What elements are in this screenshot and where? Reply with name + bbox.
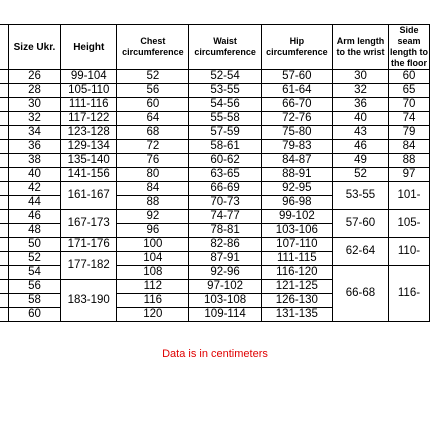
blank-cell: [0, 168, 8, 182]
table-row: [0, 154, 430, 168]
hip-cell: 121-125: [261, 280, 332, 294]
blank-cell: [0, 308, 8, 322]
height-cell: 135-140: [61, 154, 117, 168]
header-arm: Arm length to the wrist: [333, 25, 389, 70]
header-waist: Waist circumference: [189, 25, 261, 70]
blank-cell: [0, 126, 8, 140]
chest-cell: 84: [117, 182, 189, 196]
chest-cell: 88: [117, 196, 189, 210]
blank-cell: [0, 238, 8, 252]
table-row: [0, 238, 430, 252]
size-cell: 26: [8, 70, 61, 84]
blank-cell: [0, 266, 8, 280]
height-cell: 171-176: [61, 238, 117, 252]
size-cell: 38: [8, 154, 61, 168]
size-cell: 48: [8, 224, 61, 238]
waist-cell: 82-86: [189, 238, 261, 252]
side-cell: 88: [388, 154, 429, 168]
hip-cell: 84-87: [261, 154, 332, 168]
chest-cell: 120: [117, 308, 189, 322]
size-cell: 54: [8, 266, 61, 280]
arm-cell: 46: [333, 140, 389, 154]
arm-cell: 36: [333, 98, 389, 112]
arm-cell: 43: [333, 126, 389, 140]
table-row: [0, 210, 430, 224]
size-chart: [0, 24, 430, 322]
size-cell: 52: [8, 252, 61, 266]
hip-cell: 61-64: [261, 84, 332, 98]
blank-cell: [0, 70, 8, 84]
table-row: [0, 168, 430, 182]
size-cell: 56: [8, 280, 61, 294]
size-cell: 34: [8, 126, 61, 140]
size-cell: 40: [8, 168, 61, 182]
blank-cell: [0, 154, 8, 168]
chest-cell: 96: [117, 224, 189, 238]
blank-cell: [0, 84, 8, 98]
header-blank: [0, 25, 8, 70]
height-cell: 129-134: [61, 140, 117, 154]
chest-cell: 68: [117, 126, 189, 140]
chest-cell: 76: [117, 154, 189, 168]
hip-cell: 96-98: [261, 196, 332, 210]
chest-cell: 92: [117, 210, 189, 224]
blank-cell: [0, 252, 8, 266]
height-cell: 111-116: [61, 98, 117, 112]
waist-cell: 97-102: [189, 280, 261, 294]
blank-cell: [0, 140, 8, 154]
hip-cell: 79-83: [261, 140, 332, 154]
chest-cell: 116: [117, 294, 189, 308]
height-cell: 167-173: [61, 210, 117, 238]
hip-cell: 126-130: [261, 294, 332, 308]
height-cell: 123-128: [61, 126, 117, 140]
size-cell: 30: [8, 98, 61, 112]
blank-cell: [0, 280, 8, 294]
chest-cell: 60: [117, 98, 189, 112]
side-cell: 60: [388, 70, 429, 84]
side-cell: 105-: [388, 210, 429, 238]
arm-cell: 49: [333, 154, 389, 168]
arm-cell: 66-68: [333, 266, 389, 322]
waist-cell: 78-81: [189, 224, 261, 238]
hip-cell: 72-76: [261, 112, 332, 126]
arm-cell: 57-60: [333, 210, 389, 238]
units-note: Data is in centimeters: [162, 348, 268, 360]
side-cell: 116-: [388, 266, 429, 322]
height-cell: 105-110: [61, 84, 117, 98]
arm-cell: 52: [333, 168, 389, 182]
chest-cell: 108: [117, 266, 189, 280]
size-cell: 32: [8, 112, 61, 126]
blank-cell: [0, 182, 8, 196]
table-row: [0, 182, 430, 196]
waist-cell: 87-91: [189, 252, 261, 266]
side-cell: 110-: [388, 238, 429, 266]
size-cell: 36: [8, 140, 61, 154]
chest-cell: 52: [117, 70, 189, 84]
table-row: [0, 126, 430, 140]
height-cell: 183-190: [61, 280, 117, 322]
table-row: [0, 112, 430, 126]
header-row: [0, 25, 430, 70]
waist-cell: 103-108: [189, 294, 261, 308]
table-row: [0, 140, 430, 154]
chest-cell: 112: [117, 280, 189, 294]
hip-cell: 57-60: [261, 70, 332, 84]
hip-cell: 103-106: [261, 224, 332, 238]
waist-cell: 66-69: [189, 182, 261, 196]
hip-cell: 99-102: [261, 210, 332, 224]
table-row: [0, 84, 430, 98]
chest-cell: 80: [117, 168, 189, 182]
blank-cell: [0, 196, 8, 210]
chest-cell: 72: [117, 140, 189, 154]
hip-cell: 88-91: [261, 168, 332, 182]
header-chest: Chest circumference: [117, 25, 189, 70]
side-cell: 101-: [388, 182, 429, 210]
waist-cell: 57-59: [189, 126, 261, 140]
blank-cell: [0, 112, 8, 126]
waist-cell: 63-65: [189, 168, 261, 182]
side-cell: 79: [388, 126, 429, 140]
hip-cell: 66-70: [261, 98, 332, 112]
side-cell: 84: [388, 140, 429, 154]
size-table: [0, 24, 430, 322]
arm-cell: 32: [333, 84, 389, 98]
header-hip: Hip circumference: [261, 25, 332, 70]
hip-cell: 92-95: [261, 182, 332, 196]
side-cell: 65: [388, 84, 429, 98]
chest-cell: 104: [117, 252, 189, 266]
size-cell: 60: [8, 308, 61, 322]
chest-cell: 100: [117, 238, 189, 252]
waist-cell: 92-96: [189, 266, 261, 280]
blank-cell: [0, 224, 8, 238]
waist-cell: 58-61: [189, 140, 261, 154]
blank-cell: [0, 98, 8, 112]
hip-cell: 111-115: [261, 252, 332, 266]
waist-cell: 55-58: [189, 112, 261, 126]
blank-cell: [0, 294, 8, 308]
side-cell: 97: [388, 168, 429, 182]
side-cell: 74: [388, 112, 429, 126]
arm-cell: 40: [333, 112, 389, 126]
side-cell: 70: [388, 98, 429, 112]
height-cell: 161-167: [61, 182, 117, 210]
chest-cell: 56: [117, 84, 189, 98]
chest-cell: 64: [117, 112, 189, 126]
header-height: Height: [61, 25, 117, 70]
size-cell: 46: [8, 210, 61, 224]
hip-cell: 131-135: [261, 308, 332, 322]
header-side: Side seam length to the floor: [389, 25, 428, 68]
hip-cell: 116-120: [261, 266, 332, 280]
size-cell: 58: [8, 294, 61, 308]
height-cell: 141-156: [61, 168, 117, 182]
size-cell: 44: [8, 196, 61, 210]
waist-cell: 52-54: [189, 70, 261, 84]
size-cell: 50: [8, 238, 61, 252]
blank-cell: [0, 210, 8, 224]
header-size: Size Ukr.: [8, 25, 61, 70]
table-row: [0, 70, 430, 84]
height-cell: 99-104: [61, 70, 117, 84]
waist-cell: 74-77: [189, 210, 261, 224]
size-cell: 28: [8, 84, 61, 98]
size-cell: 42: [8, 182, 61, 196]
hip-cell: 107-110: [261, 238, 332, 252]
arm-cell: 62-64: [333, 238, 389, 266]
hip-cell: 75-80: [261, 126, 332, 140]
height-cell: 177-182: [61, 252, 117, 280]
waist-cell: 60-62: [189, 154, 261, 168]
height-cell: 117-122: [61, 112, 117, 126]
waist-cell: 70-73: [189, 196, 261, 210]
table-row: [0, 98, 430, 112]
arm-cell: 30: [333, 70, 389, 84]
waist-cell: 109-114: [189, 308, 261, 322]
waist-cell: 54-56: [189, 98, 261, 112]
arm-cell: 53-55: [333, 182, 389, 210]
waist-cell: 53-55: [189, 84, 261, 98]
